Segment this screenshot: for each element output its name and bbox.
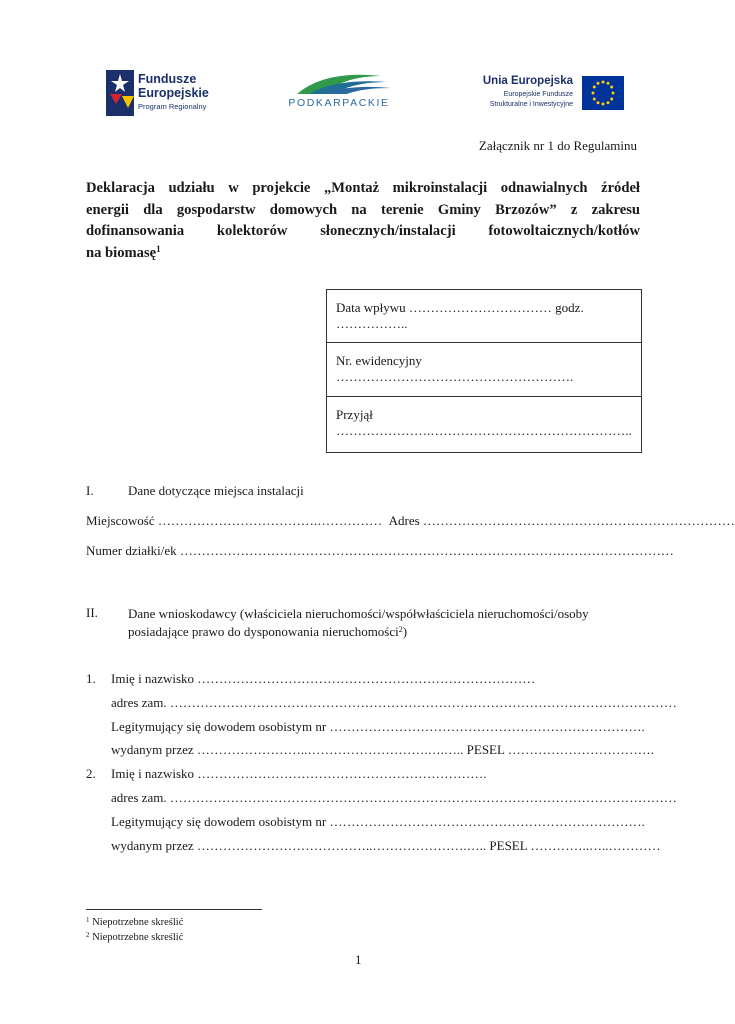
fe-star-icon	[106, 70, 134, 116]
applicant-2-number: 2.	[86, 766, 96, 781]
section-2-heading-close: )	[402, 624, 408, 639]
fundusze-europejskie-logo	[106, 70, 236, 118]
applicant-1-issued-pesel-field[interactable]: wydanym przez ……………………..……………………….….….. PESEL …………………………….	[111, 742, 654, 757]
plot-label: Numer działki/ek	[86, 543, 177, 558]
title-line-1: Deklaracja udziału w projekcie „Montaż mikroinstalacji odnawialnych źródeł	[86, 180, 640, 196]
section-1-number: I.	[86, 483, 94, 498]
footnote-2-mark: 2	[86, 931, 90, 939]
section-2-number: II.	[86, 605, 98, 620]
title-line-2: energii dla gospodarstw domowych na terenie Gminy Brzozów” z zakresu	[86, 201, 640, 218]
fe-logo-line2: Europejskie	[138, 86, 209, 100]
ue-logo-subtitle-2: Strukturalne i Inwestycyjne	[489, 101, 573, 108]
applicant-2-address-field[interactable]: adres zam. ………………………………………………………………………………………………………	[111, 790, 677, 805]
title-line-4	[86, 243, 640, 265]
eu-flag-icon	[582, 76, 624, 110]
page-number: 1	[355, 952, 362, 967]
registry-number-field[interactable]: Nr. ewidencyjny ……………………………………………….	[327, 343, 641, 396]
place-label: Miejscowość	[86, 513, 155, 528]
plot-row	[86, 543, 674, 559]
section-2-heading-line1: Dane wnioskodawcy (właściciela nieruchomości/współwłaściciela nieruchomości/osoby	[128, 606, 589, 621]
ue-logo-title: Unia Europejska	[482, 75, 573, 87]
podkarpackie-hills-icon	[283, 68, 395, 96]
receipt-date-field[interactable]: Data wpływu …………………………… godz. ……………..	[327, 290, 641, 343]
applicant-2-name-field[interactable]: Imię i nazwisko ………………………………………………………….	[111, 766, 487, 781]
footnote-1-mark: 1	[86, 916, 90, 924]
podkarpackie-wordmark: PODKARPACKIE	[288, 97, 390, 109]
footnote-1	[86, 917, 183, 928]
applicant-1-id-field[interactable]: Legitymujący się dowodem osobistym nr ……………………………………………………………….	[111, 719, 645, 734]
unia-europejska-logo	[468, 75, 626, 115]
ue-logo-subtitle-1: Europejskie Fundusze	[503, 91, 573, 98]
document-title	[86, 178, 640, 264]
section-2-footnote-mark: 2	[398, 625, 403, 634]
footnote-2	[86, 932, 183, 943]
applicant-1-address-field[interactable]: adres zam. ………………………………………………………………………………………………………	[111, 695, 677, 710]
location-row	[86, 513, 735, 529]
footnote-2-text: Niepotrzebne skreślić	[92, 932, 184, 943]
attachment-note: Załącznik nr 1 do Regulaminu	[478, 138, 637, 153]
applicant-2-id-field[interactable]: Legitymujący się dowodem osobistym nr ……………………………………………………………….	[111, 814, 645, 829]
title-footnote-mark: 1	[156, 243, 161, 254]
office-use-box	[326, 289, 642, 453]
footnote-separator	[86, 909, 262, 910]
podkarpackie-logo	[283, 68, 395, 114]
section-2-heading	[128, 605, 640, 641]
section-2-heading-line2: posiadające prawo do dysponowania nieruchomości	[128, 624, 399, 639]
address-label: Adres	[388, 513, 420, 528]
footnote-1-text: Niepotrzebne skreślić	[92, 917, 184, 928]
address-field[interactable]: ………………………………………………………………	[422, 513, 735, 528]
title-line-4-text: na biomasę	[86, 244, 157, 261]
applicant-2-issued-pesel-field[interactable]: wydanym przez …………………………………..………………….….. PESEL …………..…..…………	[111, 838, 661, 853]
applicant-1-name-field[interactable]: Imię i nazwisko ……………………………………………………………………	[111, 671, 536, 686]
title-line-3: dofinansowania kolektorów słonecznych/instalacji fotowoltaicznych/kotłów	[86, 223, 640, 239]
plot-field[interactable]: ……………………………………………………………………………………………………	[179, 543, 674, 558]
place-field[interactable]: ……………………………….……………	[157, 513, 383, 528]
applicant-1-number: 1.	[86, 671, 96, 686]
fe-logo-subtitle: Program Regionalny	[138, 102, 207, 111]
section-1-heading: Dane dotyczące miejsca instalacji	[128, 483, 304, 498]
fe-logo-line1: Fundusze	[138, 72, 197, 86]
received-by-field[interactable]: Przyjął ………………….………………………………………..	[336, 407, 632, 439]
